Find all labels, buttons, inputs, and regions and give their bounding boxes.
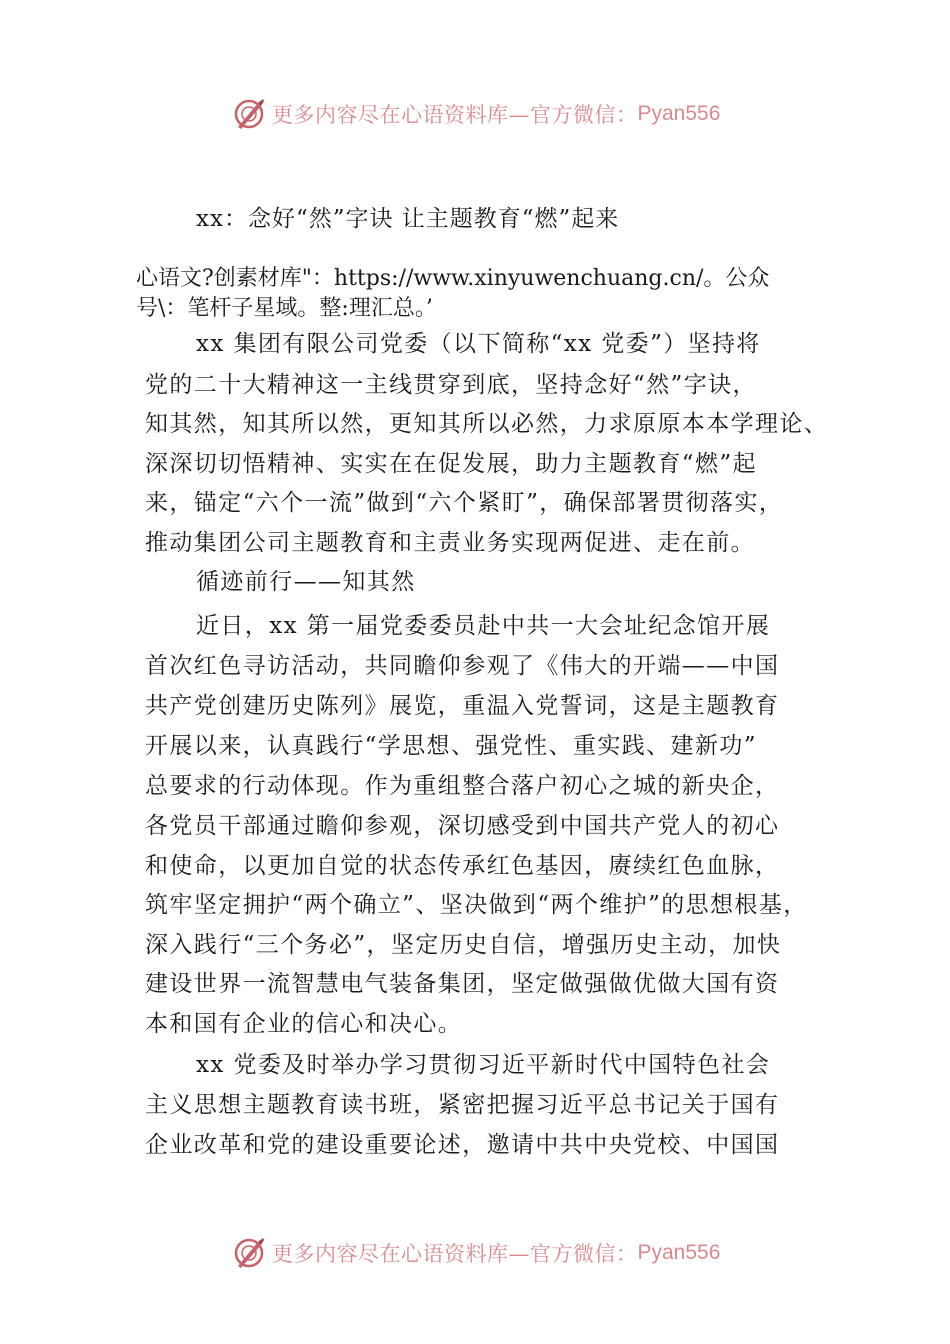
body-line: 推动集团公司主题教育和主责业务实现两促进、走在前。 — [145, 530, 755, 556]
document-title: xx：念好“然”字诀 让主题教育“燃”起来 — [196, 206, 620, 232]
banner-text: 更多内容尽在心语资料库—官方微信： — [272, 103, 638, 127]
body-line: 共产党创建历史陈列》展览，重温入党誓词，这是主题教育 — [145, 693, 780, 719]
body-line: 开展以来，认真践行“学思想、强党性、重实践、建新功” — [145, 733, 757, 759]
body-line: 深深切切悟精神、实实在在促发展，助力主题教育“燃”起 — [145, 451, 757, 477]
pen-in-circle-icon — [232, 1236, 266, 1270]
header-watermark-banner — [232, 96, 720, 132]
body-line: 主义思想主题教育读书班，紧密把握习近平总书记关于国有 — [145, 1092, 780, 1118]
body-line: 知其然，知其所以然，更知其所以必然，力求原原本本学理论、 — [145, 411, 829, 437]
banner-wechat-id: Pyan556 — [637, 102, 721, 125]
source-notice-line-2: 号\：笔杆子星域。整:理汇总。’ — [136, 296, 433, 321]
source-notice-line-1: 心语文?创素材库"：https://www.xinyuwenchuang.cn/。公众 — [136, 266, 770, 291]
body-line: 筑牢坚定拥护“两个确立”、坚决做到“两个维护”的思想根基， — [145, 892, 808, 918]
body-line: xx 党委及时举办学习贯彻习近平新时代中国特色社会 — [196, 1052, 771, 1078]
body-line: 党的二十大精神这一主线贯穿到底，坚持念好“然”字诀， — [145, 372, 757, 398]
body-line: 企业改革和党的建设重要论述，邀请中共中央党校、中国国 — [145, 1132, 780, 1158]
body-line: xx 集团有限公司党委（以下简称“xx 党委”）坚持将 — [196, 331, 761, 357]
body-line: 各党员干部通过瞻仰参观，深切感受到中国共产党人的初心 — [145, 813, 780, 839]
body-line: 总要求的行动体现。作为重组整合落户初心之城的新央企， — [145, 773, 780, 799]
body-line: 近日，xx 第一届党委委员赴中共一大会址纪念馆开展 — [196, 613, 771, 639]
body-line: 和使命，以更加自觉的状态传承红色基因，赓续红色血脉， — [145, 853, 780, 879]
body-line: 深入践行“三个务必”，坚定历史自信，增强历史主动，加快 — [145, 932, 782, 958]
section-heading: 循迹前行——知其然 — [196, 569, 416, 595]
pen-in-circle-icon — [232, 97, 266, 131]
body-line: 来，锚定“六个一流”做到“六个紧盯”，确保部署贯彻落实， — [145, 490, 784, 516]
body-line: 首次红色寻访活动，共同瞻仰参观了《伟大的开端——中国 — [145, 653, 780, 679]
banner-wechat-id: Pyan556 — [637, 1241, 721, 1264]
footer-watermark-banner — [232, 1235, 720, 1271]
body-line: 本和国有企业的信心和决心。 — [145, 1011, 463, 1037]
body-line: 建设世界一流智慧电气装备集团，坚定做强做优做大国有资 — [145, 971, 780, 997]
banner-text: 更多内容尽在心语资料库—官方微信： — [272, 1242, 638, 1266]
source-notice — [136, 264, 836, 324]
